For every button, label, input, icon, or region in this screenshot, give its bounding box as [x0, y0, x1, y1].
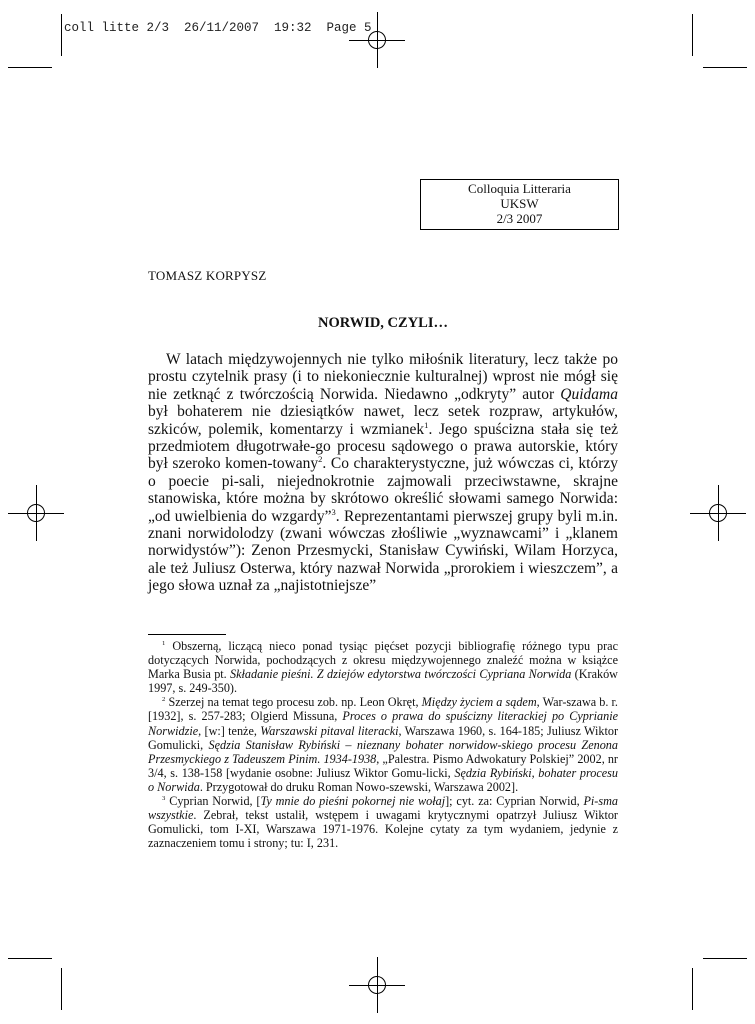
footnotes [148, 639, 618, 850]
footnote-text: Cyprian Norwid, [ [165, 794, 261, 809]
footnote-text: ]; cyt. za: Cyprian Norwid, [445, 794, 584, 809]
crop-mark [703, 958, 747, 959]
article-author: TOMASZ KORPYSZ [148, 268, 267, 283]
footnote-1 [148, 639, 618, 695]
crop-mark [61, 14, 62, 56]
footnote-text: , War-szawa b. r. [1932], s. 257-283; Olgierd Missuna, [148, 695, 618, 724]
crop-mark [8, 958, 52, 959]
footnote-ref-2: 2 [318, 454, 323, 465]
crop-mark [61, 968, 62, 1010]
crop-mark [692, 14, 693, 56]
crop-mark [8, 67, 52, 68]
footnote-text: . Przygotował do druku Roman Nowo-szewski, Warszawa 2002]. [199, 779, 519, 794]
journal-info-box [420, 179, 619, 230]
footnote-italic: Warszawski pitaval literacki [260, 723, 399, 738]
print-slug: coll litte 2/3 26/11/2007 19:32 Page 5 [64, 21, 372, 35]
footnote-italic: Sędzia Rybiński, bohater procesu o Norwida [148, 765, 618, 794]
footnote-text: , [w:] tenże, [198, 723, 261, 738]
footnote-number: 2 [162, 696, 166, 704]
footnote-text: Szerzej na temat tego procesu zob. np. Leon Okręt, [165, 695, 422, 710]
footnote-text: , Warszawa 1960, s. 164-185; Juliusz Wiktor Gomulicki, [148, 723, 618, 752]
footnote-italic: Ty mnie do pieśni pokornej nie wołaj [260, 794, 446, 809]
body-text-1: W latach międzywojennych nie tylko miłośnik literatury, lecz także po prostu czytelnik prasy (i to niekoniecznie kulturalnej) wprost nie mógł się nie zetknąć z twórczością Norwida. Niedawno „odkryty” autor [148, 351, 618, 403]
footnote-text: , „Palestra. Pismo Adwokatury Polskiej” 2002, nr 3/4, s. 138-158 [wydanie osobne: Juliusz Wiktor Gomu-licki, [148, 751, 618, 780]
footnote-ref-3: 3 [331, 506, 336, 517]
footnote-text: Obszerną, liczącą nieco ponad tysiąc pięćset pozycji bibliografię różnego typu prac dotyczących Norwida, pochodzących z okresu międzywojennego znaleźć można w książce Marka Busia pt. [148, 639, 618, 682]
footnote-number: 1 [162, 639, 166, 647]
footnote-italic: Między życiem a sądem [421, 695, 537, 710]
footnote-text: (Kraków 1997, s. 249-350). [148, 667, 618, 696]
body-text-4: . Co charakterystyczne, już wówczas ci, którzy o poecie pi-sali, niejednokrotnie zajmowali przeciwstawne, skrajne stanowiska, które można by skrótowo określić słowami samego Norwida: „od uwielbienia do wzgardy” [148, 455, 618, 525]
crop-mark [703, 67, 747, 68]
footnote-text: . Zebrał, tekst ustalił, wstępem i uwagami krytycznymi opatrzył Juliusz Wiktor Gomulicki, tom I-XI, Warszawa 1971-1976. Kolejne cytaty za tym wydaniem, jedynie z zaznaczeniem tomu i strony; tu: I, 231. [148, 808, 618, 851]
footnote-separator [148, 634, 226, 635]
body-italic-title: Quidama [560, 385, 618, 403]
footnote-ref-1: 1 [424, 419, 429, 430]
footnote-2 [148, 695, 618, 794]
crop-mark [692, 968, 693, 1010]
body-paragraph [148, 351, 618, 595]
body-text-5: . Reprezentantami pierwszej grupy byli m.in. znani norwidolodzy (zwani wówczas złośliwie „wyznawcami” i „klanem norwidystów”): Zenon Przesmycki, Stanisław Cywiński, Wilam Horzyca, ale też Juliusz Osterwa, który nazwał Norwida „prorokiem i wieszczem”, a jego słowa uznał za „najistotniejsze” [148, 507, 619, 595]
footnote-3 [148, 794, 618, 850]
footnote-number: 3 [162, 794, 166, 802]
body-text-3: . Jego spuścizna stała się też przedmiotem długotrwałe-go procesu sądowego o prawa autorskie, który był szeroko komen-towany [148, 420, 619, 473]
journal-publisher: UKSW [500, 196, 539, 211]
journal-name: Colloquia Litteraria [468, 181, 571, 196]
article-title: NORWID, CZYLI… [317, 315, 448, 331]
footnote-italic: Sędzia Stanisław Rybiński – nieznany bohater norwidow-skiego procesu Zenona Przesmyckiego z Tadeuszem Pinim. 1934-1938 [148, 737, 618, 766]
footnote-italic: Składanie pieśni. Z dziejów edytorstwa twórczości Cypriana Norwida [230, 667, 572, 682]
footnote-italic: Proces o prawa do spuścizny literackiej po Cyprianie Norwidzie [148, 709, 618, 738]
journal-issue: 2/3 2007 [496, 211, 543, 226]
body-text-2: był bohaterem nie dziesiątków nawet, lecz setek rozpraw, artykułów, szkiców, polemik, komentarzy i wzmianek [148, 403, 618, 438]
footnote-italic: Pi-sma wszystkie [148, 794, 618, 823]
